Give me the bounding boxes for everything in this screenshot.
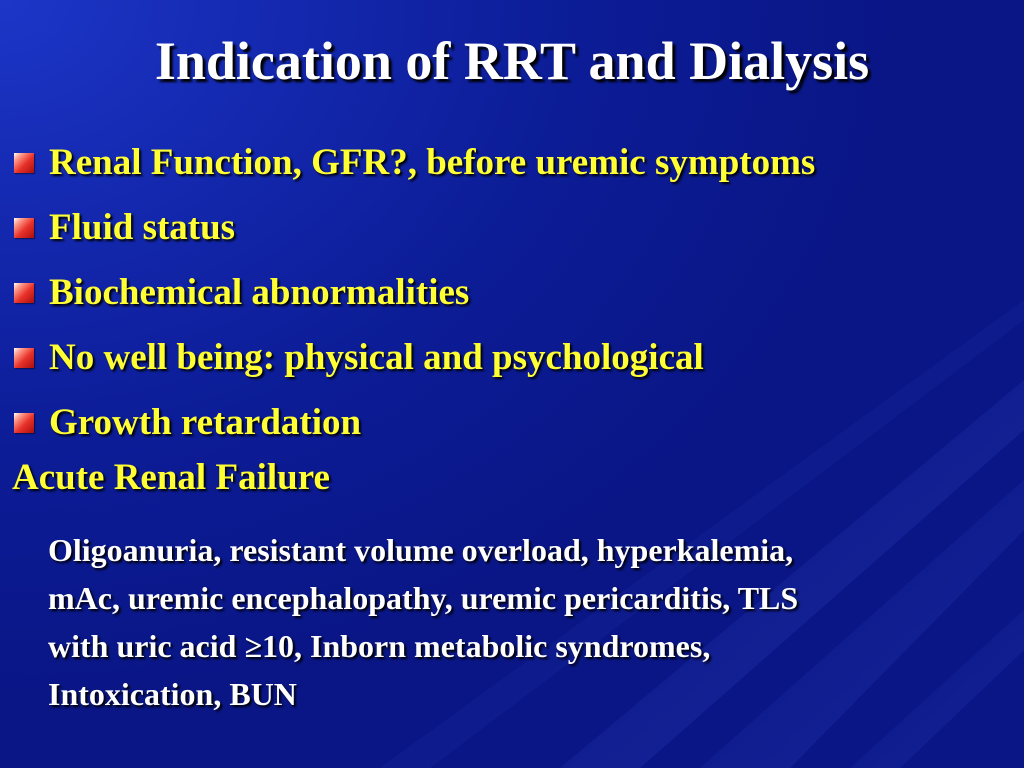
bullet-item-renal-function: [14, 130, 1014, 195]
square-bullet-icon: [14, 153, 34, 173]
bullet-label: No well being: physical and psychological: [49, 337, 704, 378]
square-bullet-icon: [14, 283, 34, 303]
section-heading-acute-renal-failure: Acute Renal Failure: [12, 457, 330, 498]
detail-line: with uric acid ≥10, Inborn metabolic syndromes,: [48, 628, 711, 664]
bullet-list: [14, 130, 1014, 455]
bullet-item-fluid-status: [14, 195, 1014, 260]
bullet-label: Biochemical abnormalities: [49, 272, 470, 313]
bullet-label: Growth retardation: [49, 402, 362, 443]
bullet-item-biochemical: [14, 260, 1014, 325]
bullet-item-well-being: [14, 325, 1014, 390]
square-bullet-icon: [14, 413, 34, 433]
square-bullet-icon: [14, 348, 34, 368]
detail-line: Intoxication, BUN: [48, 676, 297, 712]
detail-line: Oligoanuria, resistant volume overload, hyperkalemia,: [48, 532, 794, 568]
square-bullet-icon: [14, 218, 34, 238]
bullet-item-growth: [14, 390, 1014, 455]
detail-paragraph: [48, 526, 1008, 718]
slide-title: Indication of RRT and Dialysis: [154, 31, 870, 91]
bullet-label: Fluid status: [49, 207, 236, 248]
detail-line: mAc, uremic encephalopathy, uremic pericarditis, TLS: [48, 580, 799, 616]
bullet-label: Renal Function, GFR?, before uremic symptoms: [49, 142, 816, 183]
